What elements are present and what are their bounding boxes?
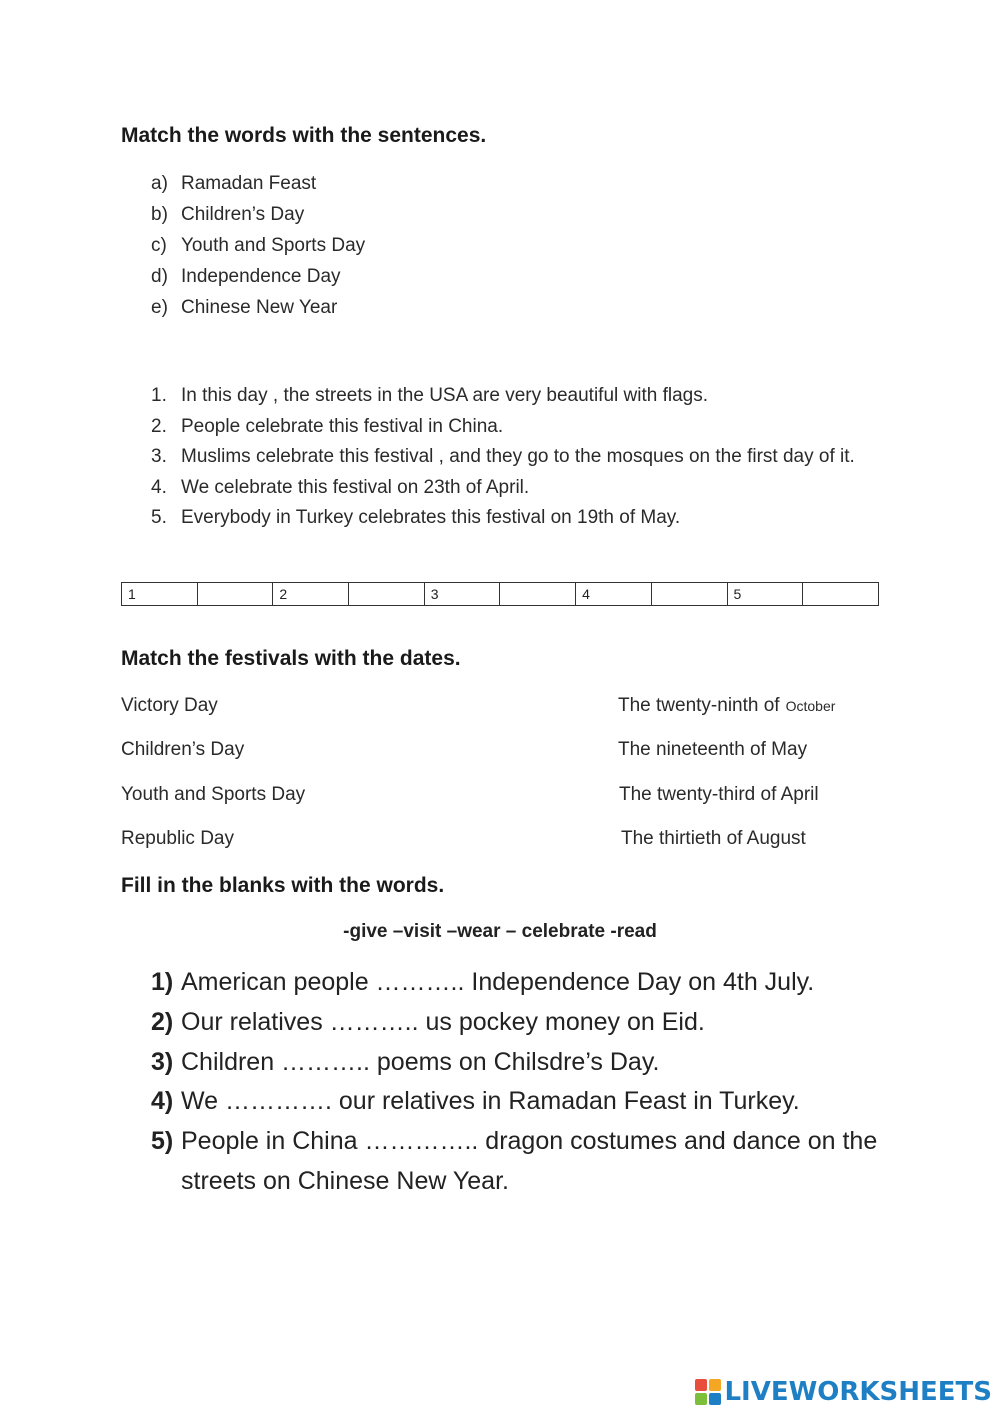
list-text: Children ……….. poems on Chilsdre’s Day. <box>181 1047 660 1076</box>
section1-heading: Match the words with the sentences. <box>121 124 487 147</box>
table-row <box>122 583 879 606</box>
logo-square <box>709 1379 721 1391</box>
list-item <box>151 1043 891 1083</box>
answer-table <box>121 582 879 606</box>
logo-square <box>695 1379 707 1391</box>
list-text: Youth and Sports Day <box>181 235 366 256</box>
list-marker: 3) <box>151 1047 174 1076</box>
list-marker: 5. <box>151 507 167 528</box>
list-marker: 2. <box>151 415 167 437</box>
list-marker: d) <box>151 266 168 287</box>
word-list <box>151 168 365 323</box>
answer-input-cell[interactable] <box>349 583 425 606</box>
festival-item-republic-day: Republic Day <box>121 828 234 849</box>
festival-item-childrens-day: Children’s Day <box>121 739 245 760</box>
sentence-list <box>151 381 871 534</box>
answer-input-cell[interactable] <box>500 583 576 606</box>
list-text: Children’s Day <box>181 204 305 225</box>
list-item <box>151 503 871 534</box>
answer-number-cell: 4 <box>576 583 652 606</box>
festival-item-youth-sports-day: Youth and Sports Day <box>121 784 306 805</box>
list-item <box>151 261 365 292</box>
logo-square <box>695 1393 707 1405</box>
list-text: People in China ………….. dragon costumes and dance on the streets on Chinese New Year. <box>181 1127 878 1195</box>
list-item <box>151 473 871 504</box>
liveworksheets-logo <box>695 1377 992 1407</box>
list-item <box>151 230 365 261</box>
fill-in-list <box>151 963 891 1202</box>
list-marker: 1) <box>151 968 174 996</box>
date-item: The thirtieth of August <box>621 828 806 849</box>
list-marker: 3. <box>151 446 167 467</box>
answer-input-cell[interactable] <box>197 583 273 606</box>
list-item <box>151 381 871 412</box>
list-item <box>151 199 365 230</box>
list-item <box>151 442 871 473</box>
logo-square <box>709 1393 721 1405</box>
brand-name: LIVEWORKSHEETS <box>724 1377 992 1407</box>
list-text: People celebrate this festival in China. <box>181 415 504 437</box>
list-marker: c) <box>151 235 167 256</box>
answer-number-cell: 2 <box>273 583 349 606</box>
list-item <box>151 292 365 323</box>
list-marker: 1. <box>151 385 167 406</box>
section2-heading: Match the festivals with the dates. <box>121 647 461 670</box>
date-item <box>618 695 835 717</box>
list-item <box>151 963 891 1003</box>
answer-number-cell: 5 <box>727 583 803 606</box>
logo-icon <box>695 1379 721 1405</box>
date-item: The twenty-third of April <box>619 784 819 805</box>
list-text: Everybody in Turkey celebrates this festival on 19th of May. <box>181 507 681 528</box>
list-item <box>151 168 365 199</box>
date-text: The twenty-ninth of <box>618 695 780 716</box>
list-marker: a) <box>151 173 168 194</box>
list-item <box>151 1082 891 1122</box>
list-marker: 5) <box>151 1127 174 1156</box>
list-text: In this day , the streets in the USA are very beautiful with flags. <box>181 385 708 406</box>
list-text: Independence Day <box>181 266 341 287</box>
list-item <box>151 1122 891 1202</box>
list-item <box>151 412 871 443</box>
list-text: Our relatives ……….. us pockey money on Eid. <box>181 1007 705 1036</box>
list-marker: b) <box>151 204 168 225</box>
date-item: The nineteenth of May <box>618 739 808 760</box>
answer-number-cell: 3 <box>424 583 500 606</box>
list-marker: 4) <box>151 1087 174 1116</box>
list-text: American people ……….. Independence Day on 4th July. <box>181 968 815 996</box>
answer-number-cell: 1 <box>122 583 198 606</box>
list-text: Muslims celebrate this festival , and they go to the mosques on the first day of it. <box>181 446 855 467</box>
section3-heading: Fill in the blanks with the words. <box>121 874 445 897</box>
word-bank: -give –visit –wear – celebrate -read <box>343 921 657 942</box>
festival-item-victory-day: Victory Day <box>121 695 218 716</box>
list-marker: 4. <box>151 476 167 498</box>
date-small-text: October <box>785 698 836 714</box>
list-text: We celebrate this festival on 23th of April. <box>181 476 530 498</box>
list-text: We …………. our relatives in Ramadan Feast in Turkey. <box>181 1087 800 1116</box>
answer-input-cell[interactable] <box>803 583 879 606</box>
list-marker: 2) <box>151 1007 174 1036</box>
list-text: Chinese New Year <box>181 297 338 318</box>
answer-input-cell[interactable] <box>651 583 727 606</box>
list-text: Ramadan Feast <box>181 173 317 194</box>
list-marker: e) <box>151 297 168 318</box>
list-item <box>151 1003 891 1043</box>
